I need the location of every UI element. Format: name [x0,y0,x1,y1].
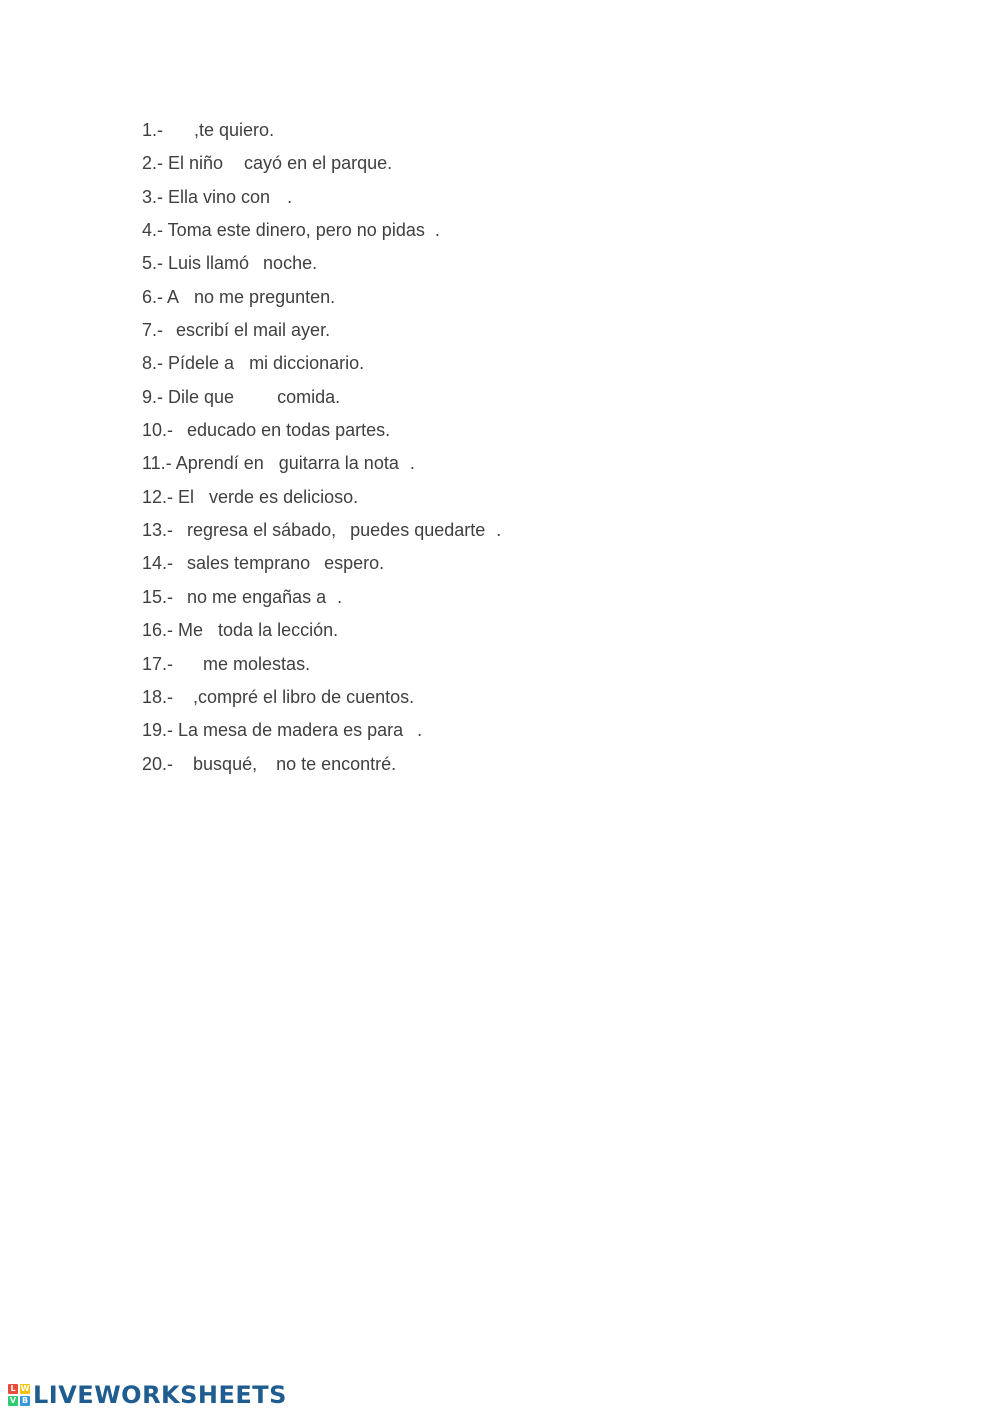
sentence-text: 13.- [142,520,174,541]
sentence-18 [142,683,501,716]
sentence-19 [142,716,501,749]
liveworksheets-logo [8,1380,287,1410]
sentence-8 [142,349,501,382]
worksheet-sentence-list [142,116,501,783]
sentence-text: 20.- [142,753,174,774]
sentence-text: 6.- A [142,286,180,307]
sentence-text: 4.- Toma este dinero, pero no pidas [142,220,425,241]
logo-blocks-icon [8,1384,30,1406]
sentence-text: 11.- Aprendí en [142,453,264,474]
sentence-text: 12.- El [142,486,195,507]
logo-block-icon: V [9,1396,17,1405]
sentence-text: 18.- [142,686,174,707]
sentence-text: no me engañas a [187,586,327,607]
sentence-text: 15.- [142,586,174,607]
sentence-1 [142,116,501,149]
sentence-text: educado en todas partes. [187,420,391,441]
logo-block-icon: L [8,1384,18,1394]
sentence-text: espero. [324,553,385,574]
sentence-14 [142,549,501,582]
sentence-2 [142,149,501,182]
sentence-10 [142,416,501,449]
sentence-3 [142,183,501,216]
sentence-text: ,compré el libro de cuentos. [193,686,415,707]
sentence-text: 19.- La mesa de madera es para [142,720,404,741]
sentence-text: escribí el mail ayer. [176,320,331,341]
sentence-text: . [496,520,502,541]
sentence-text: mi diccionario. [249,353,365,374]
sentence-text: 14.- [142,553,174,574]
sentence-text: busqué, [193,753,258,774]
sentence-text: verde es delicioso. [209,486,359,507]
sentence-15 [142,583,501,616]
sentence-text: me molestas. [203,653,311,674]
logo-text: LIVEWORKSHEETS [33,1381,287,1409]
sentence-text: 5.- Luis llamó [142,253,250,274]
sentence-text: no te encontré. [276,753,397,774]
sentence-text: . [409,453,415,474]
sentence-4 [142,216,501,249]
sentence-17 [142,650,501,683]
sentence-text: . [417,720,423,741]
sentence-text: cayó en el parque. [244,153,393,174]
sentence-text: 9.- Dile que [142,386,235,407]
sentence-text: 17.- [142,653,174,674]
sentence-text: 2.- El niño [142,153,224,174]
sentence-text: 16.- Me [142,620,204,641]
sentence-5 [142,249,501,282]
sentence-text: . [337,586,343,607]
logo-block-icon: B [21,1396,29,1405]
sentence-text: toda la lección. [218,620,339,641]
sentence-16 [142,616,501,649]
sentence-6 [142,283,501,316]
sentence-13 [142,516,501,549]
sentence-text: . [434,220,440,241]
sentence-text: 3.- Ella vino con [142,186,271,207]
sentence-text: . [287,186,293,207]
sentence-text: guitarra la nota [278,453,399,474]
sentence-text: 1.- [142,120,169,140]
sentence-7 [142,316,501,349]
sentence-text: 8.- Pídele a [142,353,235,374]
sentence-20 [142,750,501,783]
sentence-12 [142,483,501,516]
sentence-text: puedes quedarte [350,520,486,541]
sentence-text: regresa el sábado, [187,520,337,541]
sentence-9 [142,383,501,416]
sentence-text: ,te quiero. [194,120,275,140]
sentence-text: 7.- [142,320,164,341]
sentence-text: no me pregunten. [194,286,336,307]
sentence-text: noche. [263,253,318,274]
logo-block-icon: W [20,1384,30,1393]
sentence-text: sales temprano [187,553,311,574]
sentence-11 [142,449,501,482]
sentence-text: 10.- [142,420,174,441]
sentence-text: comida. [277,386,341,407]
